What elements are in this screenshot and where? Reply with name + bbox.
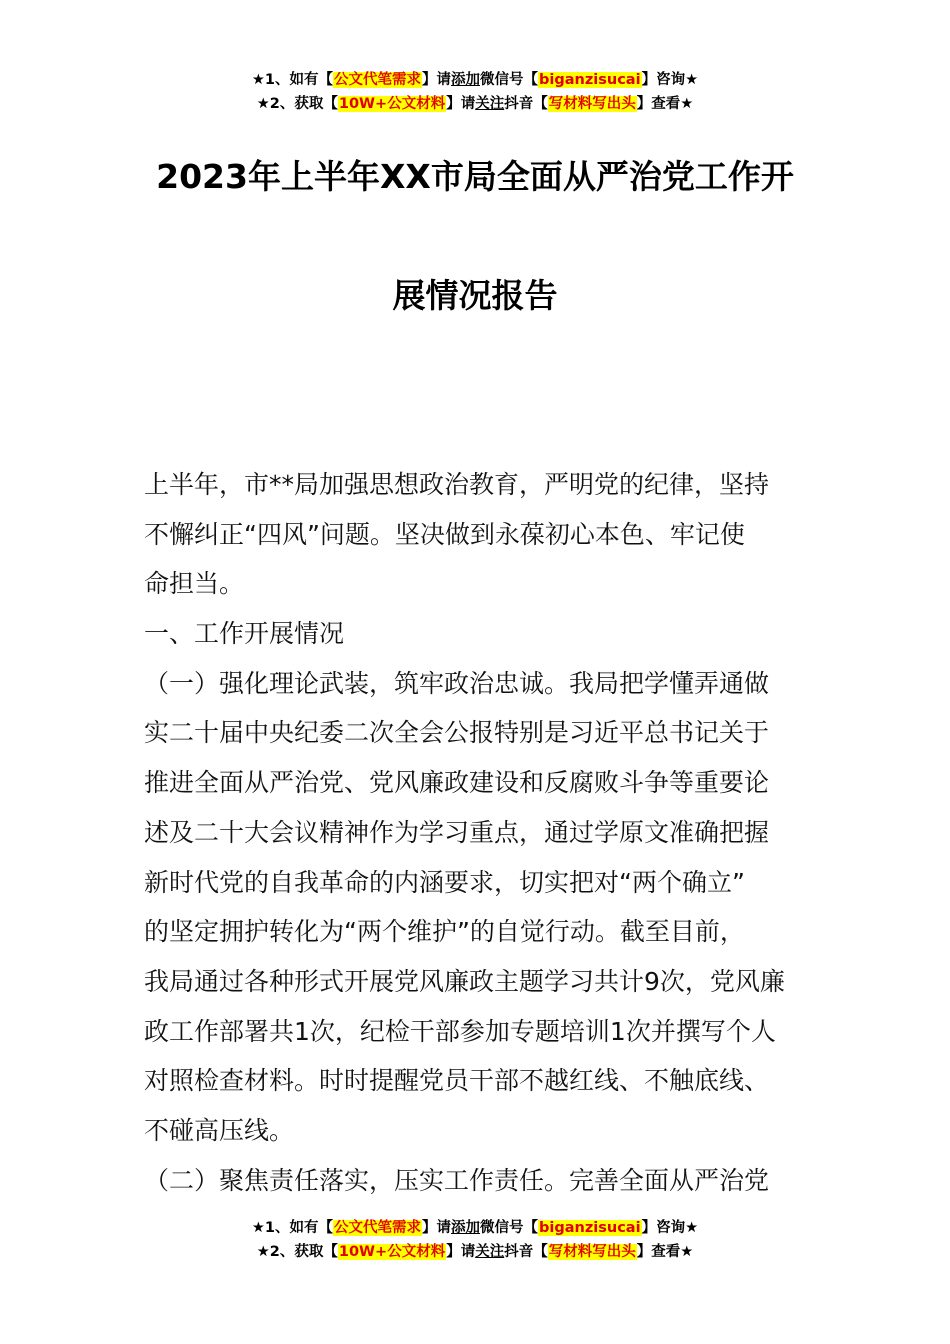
body-line: 命担当。	[144, 569, 245, 599]
body-line: 上半年，市**局加强思想政治教育，严明党的纪律，坚持	[144, 470, 770, 499]
banner-text: 抖音【	[504, 96, 548, 112]
header-banner	[0, 68, 950, 116]
banner-highlight: 10W+公文材料	[338, 1244, 446, 1260]
banner-highlight: biganzisucai	[539, 1220, 641, 1236]
document-title-line-2: 展情况报告	[392, 276, 558, 315]
banner-underline: 关注	[475, 96, 505, 112]
banner-text: 微信号【	[480, 72, 539, 88]
body-line: 新时代党的自我革命的内涵要求，切实把对“两个确立”	[144, 867, 745, 897]
body-line: 的坚定拥护转化为“两个维护”的自觉行动。截至目前，	[144, 917, 745, 947]
body-line: 对照检查材料。时时提醒党员干部不越红线、不触底线、	[144, 1066, 770, 1096]
body-line: 述及二十大会议精神作为学习重点，通过学原文准确把握	[144, 817, 770, 847]
banner-underline: 添加	[451, 72, 481, 88]
banner-text: ★1、如有【	[251, 72, 334, 88]
banner-text: ★1、如有【	[251, 1220, 334, 1236]
body-line: 政工作部署共1次，纪检干部参加专题培训1次并撰写个人	[144, 1016, 776, 1046]
banner-text: ★2、获取【	[256, 96, 338, 112]
body-line: 我局通过各种形式开展党风廉政主题学习共计9次，党风廉	[144, 966, 785, 996]
body-line: 不懈纠正“四风”问题。坚决做到永葆初心本色、牢记使	[144, 519, 745, 549]
banner-text: 】请	[446, 1244, 476, 1260]
banner-highlight: 写材料写出头	[548, 1244, 636, 1260]
banner-line-2	[0, 92, 950, 116]
banner-underline: 关注	[475, 1244, 505, 1260]
banner-highlight: 公文代笔需求	[334, 1220, 422, 1236]
banner-highlight: 10W+公文材料	[338, 96, 446, 112]
banner-text: 】咨询★	[641, 72, 699, 88]
document-body	[144, 460, 808, 1205]
body-line: 推进全面从严治党、党风廉政建设和反腐败斗争等重要论	[144, 768, 770, 798]
section-heading: 一、工作开展情况	[144, 619, 345, 649]
banner-line-2	[0, 1240, 950, 1264]
banner-text: 】查看★	[636, 1244, 694, 1260]
banner-line-1	[0, 1216, 950, 1240]
banner-text: 微信号【	[480, 1220, 539, 1236]
banner-highlight: 公文代笔需求	[334, 72, 422, 88]
banner-text: 】查看★	[636, 96, 694, 112]
banner-underline: 添加	[451, 1220, 481, 1236]
body-line: 不碰高压线。	[144, 1115, 295, 1145]
banner-highlight: 写材料写出头	[548, 96, 636, 112]
body-line: （二）聚焦责任落实，压实工作责任。完善全面从严治党	[144, 1165, 770, 1195]
banner-text: 抖音【	[504, 1244, 548, 1260]
body-line: 实二十届中央纪委二次全会公报特别是习近平总书记关于	[144, 718, 770, 748]
body-line: （一）强化理论武装，筑牢政治忠诚。我局把学懂弄通做	[144, 668, 770, 698]
banner-text: 】请	[422, 1220, 452, 1236]
banner-text: 】咨询★	[641, 1220, 699, 1236]
banner-text: 】请	[422, 72, 452, 88]
banner-text: ★2、获取【	[256, 1244, 338, 1260]
banner-highlight: biganzisucai	[539, 72, 641, 88]
document-title-line-1: 2023年上半年XX市局全面从严治党工作开	[156, 157, 794, 196]
banner-text: 】请	[446, 96, 476, 112]
banner-line-1	[0, 68, 950, 92]
footer-banner	[0, 1216, 950, 1264]
